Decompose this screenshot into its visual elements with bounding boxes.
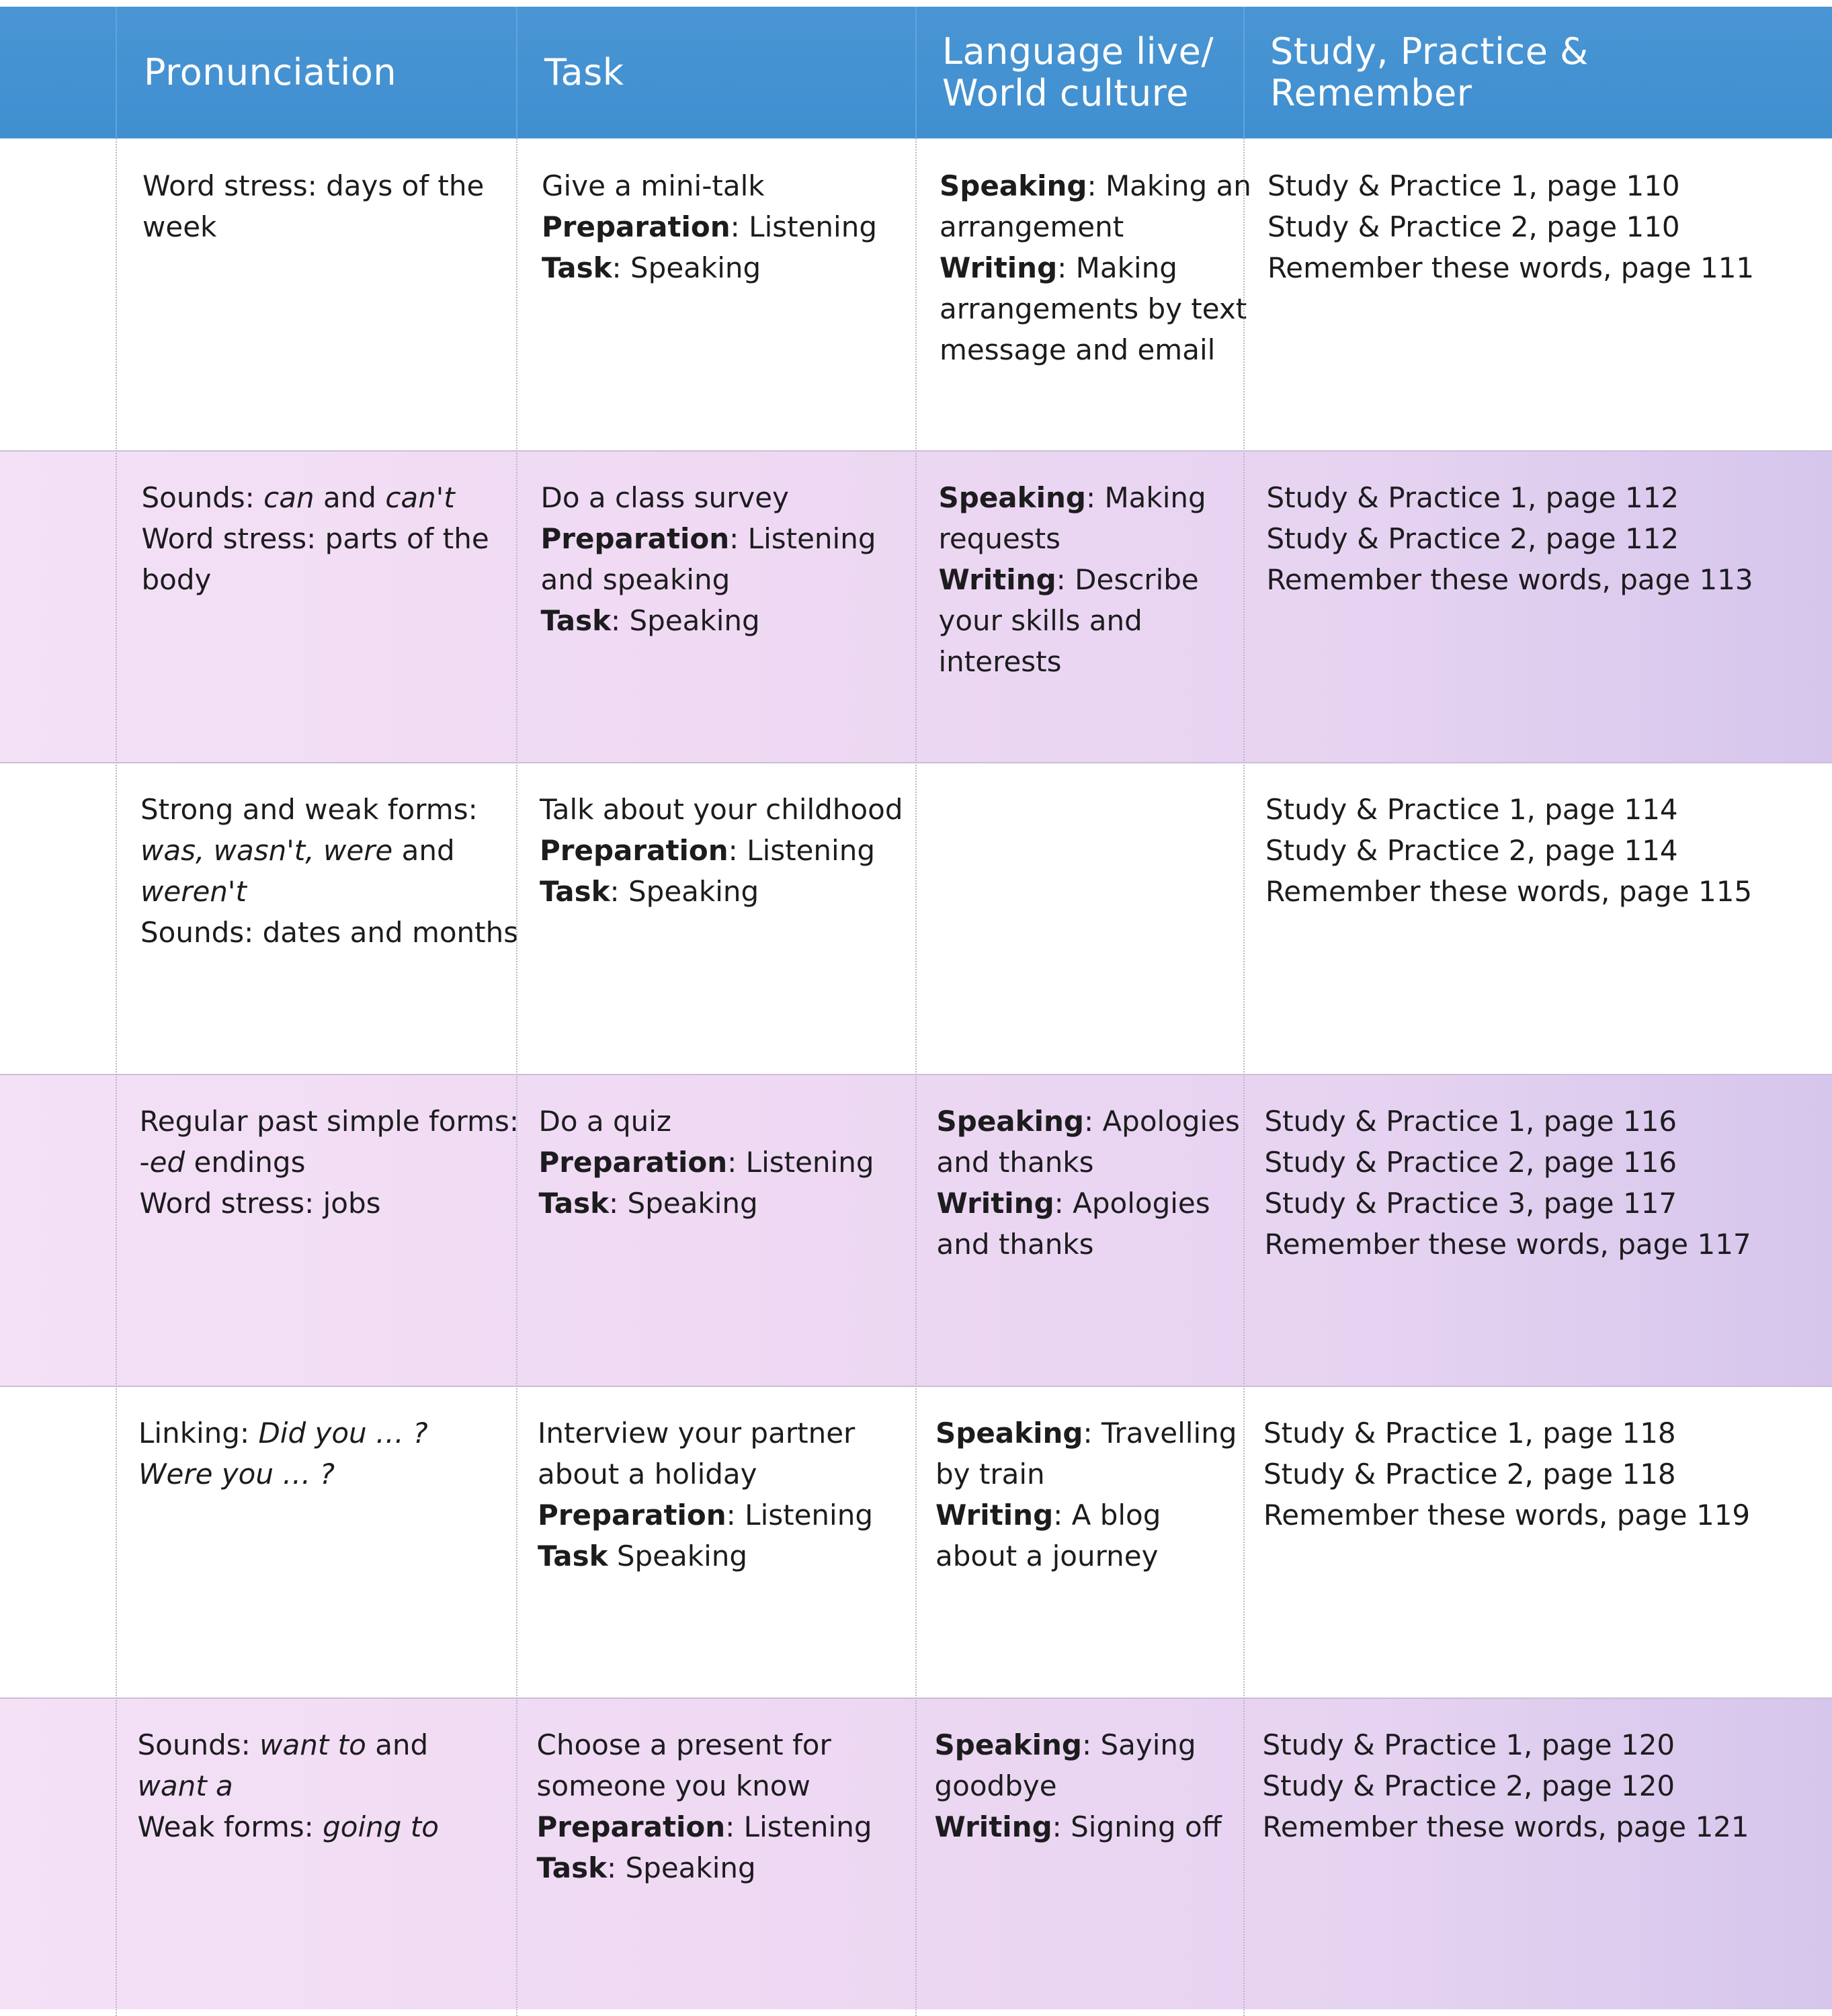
language-live-cell: [940, 165, 1251, 370]
study-practice-cell: [1263, 1413, 1750, 1536]
cell-line: [540, 871, 903, 912]
cell-line: [539, 1142, 874, 1183]
cell-text: : Apologies: [1054, 1187, 1210, 1220]
bold-label: Writing: [936, 1187, 1054, 1220]
cell-text: Study & Practice 1, page 112: [1266, 481, 1679, 514]
cell-text: : Speaking: [611, 604, 760, 637]
cell-text: body: [141, 563, 212, 596]
header-column-divider: [1243, 7, 1245, 138]
cell-line: [935, 1765, 1222, 1806]
pronunciation-cell: [142, 477, 489, 600]
cell-text: Word stress: days of the: [142, 169, 485, 202]
cell-text: someone you know: [536, 1769, 810, 1802]
cell-text: week: [142, 210, 217, 243]
cell-line: [1265, 1101, 1751, 1142]
cell-text: Sounds:: [137, 1728, 260, 1761]
bold-label: Preparation: [536, 1810, 726, 1843]
task-cell: [539, 1101, 874, 1224]
cell-line: [935, 1806, 1222, 1847]
cell-line: [541, 600, 876, 641]
cell-text: Sounds: dates and months: [140, 916, 519, 949]
cell-text: : Making: [1085, 481, 1206, 514]
column-divider: [516, 138, 517, 2016]
cell-line: [1263, 1765, 1749, 1806]
bold-label: Task: [540, 875, 610, 908]
cell-line: [935, 1724, 1222, 1765]
language-live-cell: [937, 1101, 1240, 1265]
pronunciation-cell: [138, 1724, 439, 1847]
study-practice-cell: [1263, 1724, 1749, 1847]
cell-line: [537, 1724, 872, 1765]
cell-line: [940, 329, 1251, 370]
cell-text: Study & Practice 2, page 110: [1267, 210, 1680, 243]
cell-line: [1263, 1724, 1749, 1765]
cell-line: [937, 1183, 1240, 1224]
cell-line: [939, 641, 1206, 682]
column-divider: [915, 138, 917, 2016]
italic-text: Did you … ?: [258, 1417, 428, 1450]
cell-line: [541, 477, 876, 518]
study-practice-cell: [1267, 477, 1753, 600]
cell-line: [939, 600, 1206, 641]
study-practice-cell: [1265, 789, 1752, 912]
cell-line: [142, 559, 489, 600]
italic-text: weren't: [140, 875, 247, 908]
cell-line: [1263, 1495, 1750, 1536]
cell-line: [1265, 1183, 1751, 1224]
cell-text: about a holiday: [538, 1458, 757, 1490]
cell-text: : Saying: [1081, 1728, 1196, 1761]
bold-label: Task: [536, 1851, 608, 1884]
cell-text: : Listening: [726, 1499, 873, 1531]
bold-label: Writing: [934, 1810, 1052, 1843]
cell-line: [1263, 1806, 1749, 1847]
cell-line: [140, 1183, 519, 1224]
cell-text: : Listening: [729, 522, 876, 555]
cell-text: Word stress: parts of the: [141, 522, 489, 555]
cell-text: by train: [935, 1458, 1045, 1490]
cell-line: [939, 559, 1206, 600]
cell-line: [140, 871, 518, 912]
cell-line: [1265, 789, 1752, 830]
cell-line: [140, 1101, 519, 1142]
italic-text: want a: [137, 1769, 233, 1802]
cell-line: [138, 1765, 439, 1806]
cell-line: [142, 206, 484, 247]
header-study-practice: Study, Practice & Remember: [1270, 30, 1589, 114]
cell-line: [537, 1765, 872, 1806]
cell-line: [538, 1495, 873, 1536]
cell-line: [935, 1536, 1237, 1577]
cell-text: : Signing off: [1052, 1810, 1222, 1843]
cell-line: [138, 1454, 428, 1495]
bold-label: Preparation: [540, 834, 728, 867]
cell-line: [1265, 1142, 1751, 1183]
cell-line: [1263, 1413, 1750, 1454]
cell-line: [542, 247, 877, 288]
cell-text: Study & Practice 2, page 116: [1264, 1146, 1677, 1179]
cell-line: [935, 1413, 1237, 1454]
cell-text: goodbye: [934, 1769, 1057, 1802]
pronunciation-cell: [140, 789, 518, 953]
cell-line: [940, 288, 1251, 329]
pronunciation-cell: [138, 1413, 428, 1495]
cell-text: about a journey: [935, 1540, 1159, 1572]
cell-text: Talk about your childhood: [540, 793, 903, 826]
cell-line: [1267, 559, 1753, 600]
cell-text: Word stress: jobs: [139, 1187, 381, 1220]
column-divider: [116, 138, 117, 2016]
cell-text: : Listening: [727, 1146, 874, 1179]
task-cell: [538, 1413, 873, 1577]
cell-line: [138, 1724, 439, 1765]
cell-line: [537, 1847, 872, 1888]
cell-line: [142, 165, 484, 206]
bold-label: Preparation: [538, 1499, 726, 1531]
header-column-divider: [516, 7, 517, 138]
cell-line: [140, 1142, 519, 1183]
cell-line: [1267, 518, 1753, 559]
cell-text: and: [366, 1728, 429, 1761]
table-header: [0, 7, 1832, 138]
cell-text: and thanks: [936, 1146, 1094, 1179]
header-column-divider: [116, 7, 117, 138]
bold-label: Preparation: [540, 522, 730, 555]
bold-label: Preparation: [538, 1146, 728, 1179]
cell-text: requests: [938, 522, 1061, 555]
bold-label: Speaking: [936, 1105, 1084, 1138]
cell-text: : Making: [1057, 251, 1177, 284]
header-language-live: Language live/ World culture: [942, 30, 1214, 114]
cell-text: Study & Practice 2, page 114: [1265, 834, 1678, 867]
cell-line: [1267, 165, 1754, 206]
task-cell: [537, 1724, 872, 1888]
pronunciation-cell: [142, 165, 484, 247]
cell-text: Study & Practice 1, page 116: [1264, 1105, 1677, 1138]
cell-line: [541, 559, 876, 600]
italic-text: ed: [149, 1146, 185, 1179]
italic-text: Were you … ?: [138, 1458, 335, 1490]
bold-label: Speaking: [940, 169, 1087, 202]
language-live-cell: [935, 1413, 1237, 1577]
cell-line: [1267, 206, 1754, 247]
task-cell: [542, 165, 877, 288]
cell-text: Remember these words, page 115: [1265, 875, 1753, 908]
cell-line: [1265, 830, 1752, 871]
cell-text: : Speaking: [609, 1187, 758, 1220]
bold-label: Speaking: [934, 1728, 1082, 1761]
cell-text: and: [314, 481, 386, 514]
cell-line: [538, 1536, 873, 1577]
cell-line: [935, 1454, 1237, 1495]
cell-text: Strong and weak forms:: [140, 793, 478, 826]
language-live-cell: [935, 1724, 1222, 1847]
cell-text: : Listening: [725, 1810, 872, 1843]
cell-text: Study & Practice 2, page 120: [1262, 1769, 1675, 1802]
cell-line: [542, 206, 877, 247]
study-practice-cell: [1267, 165, 1754, 288]
cell-line: [539, 1183, 874, 1224]
cell-line: [939, 518, 1206, 559]
cell-line: [540, 830, 903, 871]
cell-line: [140, 830, 518, 871]
cell-line: [138, 1413, 428, 1454]
cell-text: interests: [938, 645, 1062, 678]
cell-text: endings: [185, 1146, 306, 1179]
cell-line: [1267, 477, 1753, 518]
cell-line: [142, 518, 489, 559]
cell-text: Study & Practice 1, page 110: [1267, 169, 1680, 202]
cell-text: and thanks: [936, 1228, 1094, 1261]
cell-line: [140, 912, 518, 953]
cell-line: [1265, 1224, 1751, 1265]
cell-line: [142, 477, 489, 518]
cell-text: : Apologies: [1083, 1105, 1240, 1138]
cell-text: : Making an: [1087, 169, 1251, 202]
cell-text: Linking:: [138, 1417, 259, 1450]
bold-label: Writing: [935, 1499, 1054, 1531]
italic-text: can: [263, 481, 315, 514]
cell-text: : Listening: [728, 834, 875, 867]
italic-text: was, wasn't, were: [140, 834, 393, 867]
cell-text: Do a quiz: [538, 1105, 671, 1138]
cell-line: [937, 1101, 1240, 1142]
header-task: Task: [544, 51, 624, 93]
cell-line: [538, 1454, 873, 1495]
cell-text: : Speaking: [610, 875, 759, 908]
cell-line: [540, 789, 903, 830]
task-cell: [541, 477, 876, 641]
italic-text: want to: [259, 1728, 366, 1761]
cell-line: [1265, 871, 1752, 912]
cell-text: message and email: [940, 333, 1216, 366]
bold-label: Task: [538, 1187, 610, 1220]
cell-text: : Travelling: [1083, 1417, 1237, 1450]
task-cell: [540, 789, 903, 912]
cell-text: Remember these words, page 121: [1262, 1810, 1749, 1843]
cell-text: : Describe: [1056, 563, 1199, 596]
cell-text: Study & Practice 2, page 112: [1266, 522, 1679, 555]
cell-text: Choose a present for: [536, 1728, 831, 1761]
bold-label: Task: [542, 251, 612, 284]
header-column-divider: [915, 7, 917, 138]
cell-line: [140, 789, 518, 830]
cell-text: Interview your partner: [538, 1417, 856, 1450]
cell-text: : Listening: [730, 210, 877, 243]
cell-text: : A blog: [1053, 1499, 1161, 1531]
cell-text: Remember these words, page 113: [1266, 563, 1753, 596]
cell-text: : Speaking: [612, 251, 761, 284]
cell-line: [940, 165, 1251, 206]
cell-text: Sounds:: [141, 481, 264, 514]
cell-line: [940, 206, 1251, 247]
cell-text: Remember these words, page 111: [1267, 251, 1755, 284]
study-practice-cell: [1265, 1101, 1751, 1265]
cell-text: Study & Practice 3, page 117: [1264, 1187, 1677, 1220]
cell-text: Study & Practice 1, page 114: [1265, 793, 1678, 826]
bold-label: Preparation: [542, 210, 731, 243]
cell-text: Give a mini-talk: [542, 169, 765, 202]
cell-text: and: [392, 834, 455, 867]
cell-line: [537, 1806, 872, 1847]
cell-line: [940, 247, 1251, 288]
cell-text: Do a class survey: [540, 481, 789, 514]
cell-line: [1267, 247, 1754, 288]
cell-text: arrangement: [940, 210, 1124, 243]
cell-text: and speaking: [540, 563, 731, 596]
cell-line: [937, 1142, 1240, 1183]
bold-label: Writing: [938, 563, 1056, 596]
cell-line: [542, 165, 877, 206]
cell-text: Remember these words, page 119: [1263, 1499, 1751, 1531]
bold-label: Speaking: [935, 1417, 1083, 1450]
cell-text: : Speaking: [607, 1851, 756, 1884]
bold-label: Task: [540, 604, 612, 637]
cell-line: [138, 1806, 439, 1847]
cell-line: [541, 518, 876, 559]
cell-text: Speaking: [608, 1540, 748, 1572]
cell-line: [539, 1101, 874, 1142]
italic-text: can't: [385, 481, 455, 514]
cell-line: [935, 1495, 1237, 1536]
bold-label: Writing: [940, 251, 1058, 284]
cell-text: Study & Practice 2, page 118: [1263, 1458, 1676, 1490]
column-divider: [1243, 138, 1245, 2016]
bold-label: Task: [538, 1540, 608, 1572]
cell-text: -: [139, 1146, 150, 1179]
cell-text: your skills and: [938, 604, 1142, 637]
cell-text: Regular past simple forms:: [139, 1105, 519, 1138]
cell-text: Remember these words, page 117: [1264, 1228, 1751, 1261]
pronunciation-cell: [140, 1101, 519, 1224]
cell-text: Weak forms:: [137, 1810, 323, 1843]
cell-text: Study & Practice 1, page 118: [1263, 1417, 1676, 1450]
cell-line: [538, 1413, 873, 1454]
cell-text: Study & Practice 1, page 120: [1262, 1728, 1675, 1761]
cell-text: arrangements by text: [940, 292, 1247, 325]
language-live-cell: [939, 477, 1206, 682]
bold-label: Speaking: [938, 481, 1086, 514]
cell-line: [939, 477, 1206, 518]
italic-text: going to: [323, 1810, 439, 1843]
cell-line: [1263, 1454, 1750, 1495]
cell-line: [937, 1224, 1240, 1265]
header-pronunciation: Pronunciation: [144, 51, 397, 93]
